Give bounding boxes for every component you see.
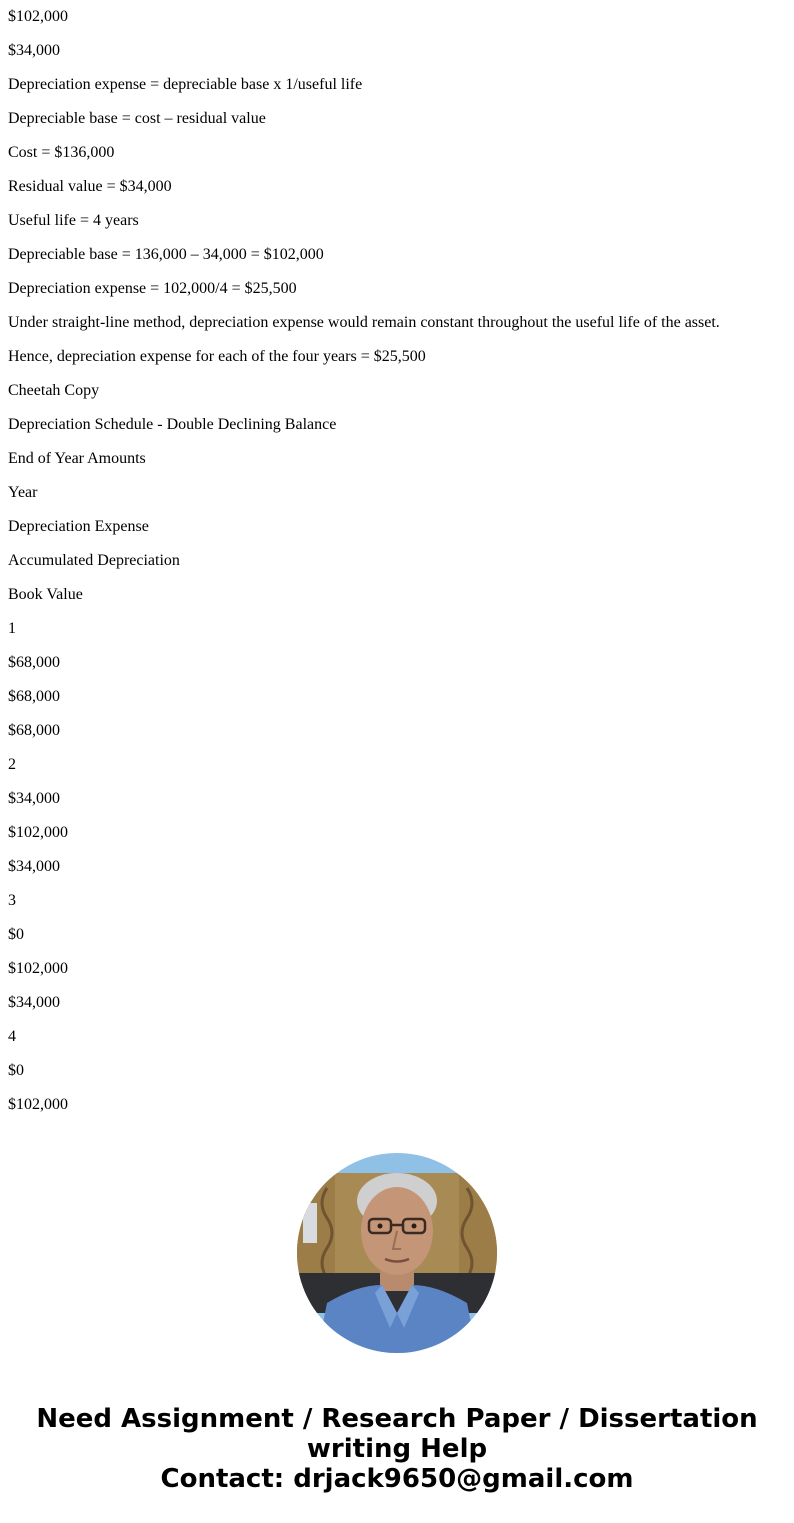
text-line: $102,000: [8, 960, 68, 977]
text-line: $34,000: [8, 858, 60, 875]
text-line: 3: [8, 892, 16, 909]
text-line: Depreciable base = cost – residual value: [8, 110, 266, 127]
text-line: $0: [8, 1062, 24, 1079]
text-line: $102,000: [8, 1096, 68, 1113]
text-line: Depreciation expense = 102,000/4 = $25,500: [8, 280, 297, 297]
banner-headline: Need Assignment / Research Paper / Dissertation: [36, 1404, 758, 1434]
text-line: Cost = $136,000: [8, 144, 115, 161]
text-line: Under straight-line method, depreciation expense would remain constant throughout the useful life of the asset.: [8, 314, 720, 331]
text-line: $34,000: [8, 994, 60, 1011]
author-avatar: [297, 1153, 497, 1353]
banner-subheadline: writing Help: [306, 1434, 488, 1464]
text-line: Residual value = $34,000: [8, 178, 172, 195]
text-line: Depreciable base = 136,000 – 34,000 = $102,000: [8, 246, 324, 263]
text-line: Book Value: [8, 586, 83, 603]
text-line: $34,000: [8, 42, 60, 59]
text-line: Useful life = 4 years: [8, 212, 139, 229]
text-line: Cheetah Copy: [8, 382, 100, 399]
text-line: $68,000: [8, 722, 60, 739]
text-line: Accumulated Depreciation: [8, 552, 180, 569]
author-portrait: [297, 1153, 497, 1353]
text-line: $68,000: [8, 654, 60, 671]
text-line: Hence, depreciation expense for each of the four years = $25,500: [8, 348, 426, 365]
text-line: 4: [8, 1028, 16, 1045]
text-line: Depreciation Schedule - Double Declining Balance: [8, 416, 337, 433]
text-line: 2: [8, 756, 16, 773]
text-line: $102,000: [8, 824, 68, 841]
text-line: $0: [8, 926, 24, 943]
text-line: $68,000: [8, 688, 60, 705]
text-line: Depreciation Expense: [8, 518, 149, 535]
text-line: End of Year Amounts: [8, 450, 146, 467]
text-line: $102,000: [8, 8, 68, 25]
contact-email: Contact: drjack9650@gmail.com: [160, 1464, 634, 1494]
text-line: $34,000: [8, 790, 60, 807]
contact-banner: [0, 1404, 794, 1494]
text-line: Depreciation expense = depreciable base x 1/useful life: [8, 76, 363, 93]
document-body: [8, 0, 786, 1122]
text-line: Year: [8, 484, 38, 501]
text-line: 1: [8, 620, 16, 637]
